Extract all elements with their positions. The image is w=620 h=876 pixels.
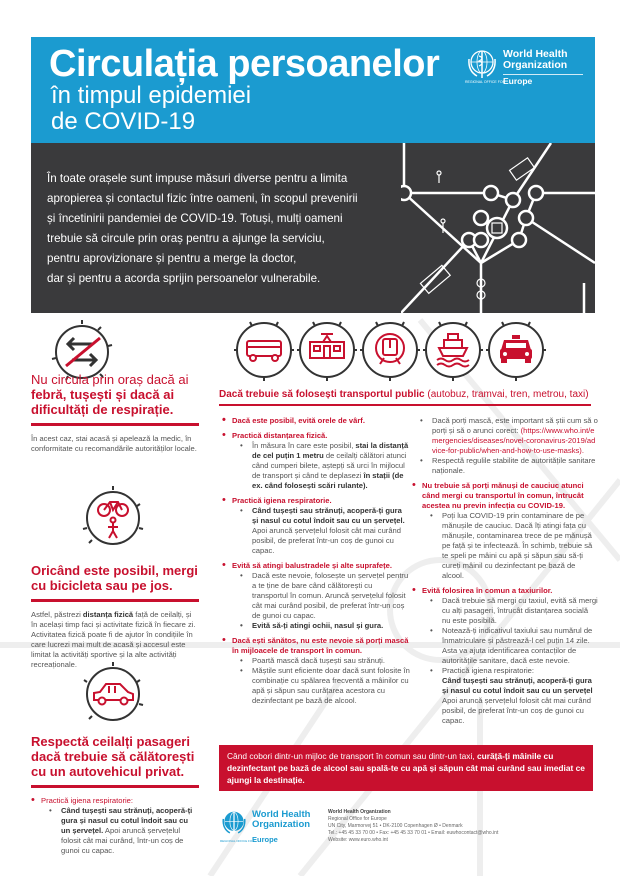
intro-line: În toate orașele sunt impuse măsuri diverse pentru a limita bbox=[47, 172, 348, 185]
sub-bold: Când tușești sau strănuți, acoperă-ți gura și nasul cu cotul îndoit sau cu un șervețel. bbox=[252, 506, 405, 525]
bullet-item bbox=[222, 431, 410, 491]
intro-line: dar și pentru a acorda sprijin persoanelor vulnerabile. bbox=[47, 272, 321, 285]
hand-hygiene-banner bbox=[219, 745, 593, 791]
banner-text: Când cobori dintr-un mijloc de transport în comun sau dintr-un taxi, bbox=[227, 751, 477, 761]
city-map-illustration bbox=[401, 143, 595, 313]
who-region: Europe bbox=[252, 835, 278, 844]
bicycle-walk-icon bbox=[80, 484, 146, 552]
sub-bullet bbox=[428, 666, 598, 726]
sub-bullet bbox=[238, 441, 410, 491]
who-emblem-icon bbox=[465, 47, 499, 81]
public-transport-heading bbox=[219, 389, 591, 400]
who-region-label: REGIONAL OFFICE FOR bbox=[220, 839, 255, 843]
sub-text: Apoi aruncă șervețelul folosit cât mai curând posibil, de preferat într-un coș de gunoi cu capac. bbox=[252, 526, 401, 555]
who-logo bbox=[465, 47, 585, 97]
bus-icon bbox=[232, 318, 296, 382]
sub-bullet: • Poartă mască dacă tușești sau strănuți. bbox=[238, 656, 410, 666]
intro-line: pentru aprovizionare și pentru a merge la doctor, bbox=[47, 252, 297, 265]
sub-bold: Când tușești sau strănuți, acoperă-ți gura și nasul cu cotul îndoit sau cu un șervețel bbox=[442, 676, 593, 695]
heading-bold: febră, tușești și dacă ai dificultăți de respirație. bbox=[31, 387, 175, 417]
sub-text: • Practică igiena respiratorie: bbox=[442, 666, 535, 675]
sub-bullet: • Notează-ți indicativul taxiului sau numărul de înmatriculare și păstrează-l cel puțin 14 zile. Asta va ajuta identificarea contacților de autoritățile sanitare, dacă este nevoie. bbox=[428, 626, 598, 666]
red-divider bbox=[31, 599, 199, 602]
sub-bold: stai la distanță de cel puțin 1 metru bbox=[252, 441, 409, 460]
mask-guidance-link[interactable]: (https://www.who.int/emergencies/diseases/novel-coronavirus-2019/advice-for-public/when-and-how-to-use-masks). bbox=[432, 426, 596, 455]
bullet-item bbox=[31, 796, 199, 856]
sub-bold: în stații (de ex. când folosești scări rulante). bbox=[252, 471, 404, 490]
bullet-item bbox=[222, 561, 410, 631]
heading-normal: Nu circula prin oraș dacă ai bbox=[31, 372, 189, 387]
left-column-3 bbox=[31, 734, 199, 856]
sub-bold: Când tușești sau strănuți, acoperă-ți gura și nasul cu cotul îndoit sau cu un șervețel. bbox=[61, 806, 193, 835]
who-region-label: REGIONAL OFFICE FOR bbox=[465, 80, 506, 84]
bullet-item bbox=[222, 636, 410, 706]
who-emblem-icon bbox=[220, 809, 248, 837]
heading-bold: Dacă trebuie să folosești transportul public bbox=[219, 389, 425, 400]
body-text: Astfel, păstrezi bbox=[31, 610, 83, 619]
section-heading bbox=[31, 563, 199, 593]
bullet-head: • Dacă ești sănătos, nu este nevoie să porți mască în mijloacele de transport în comun. bbox=[232, 636, 409, 655]
section-stay-home bbox=[31, 372, 199, 454]
section-bike-walk bbox=[31, 563, 199, 670]
sub-bullet: • Evită să-ți atingi ochii, nasul și gura. bbox=[238, 621, 410, 631]
transport-tips-right bbox=[412, 416, 598, 726]
metro-icon bbox=[358, 318, 422, 382]
bullet-head: • Nu trebuie să porți mănuși de cauciuc atunci când mergi cu transportul în comun, întrucât acestea nu previn infecția cu COVID-19. bbox=[422, 481, 584, 510]
left-column bbox=[31, 372, 199, 454]
sub-bullet: • Dacă este nevoie, folosește un șervețel pentru a te ține de bare când călătorești cu transportul în comun. Aruncă șervețelul folosit cât mai curând posibil, de preferat într-un coș de gunoi cu capac. bbox=[238, 571, 410, 621]
heading-bold: Respectă ceilalți pasageri dacă trebuie să călătorești cu un autovehicul privat. bbox=[31, 734, 195, 779]
section-heading bbox=[31, 372, 199, 417]
bullet-head: • Practică distanțarea fizică. bbox=[232, 431, 328, 440]
sub-text: În măsura în care este posibil, bbox=[252, 441, 356, 450]
intro-panel bbox=[31, 143, 595, 313]
header-banner bbox=[31, 37, 595, 143]
footer-org: World Health Organization bbox=[328, 809, 391, 815]
ship-icon bbox=[421, 318, 485, 382]
who-name-line: World Health bbox=[503, 48, 568, 60]
bullet-item: • Dacă este posibil, evită orele de vârf. bbox=[222, 416, 410, 426]
sub-bullet: • Respectă regulile stabilite de autoritățile sanitare naționale. bbox=[418, 456, 598, 476]
sub-bullet: • Poți lua COVID-19 prin contaminare de pe mănușile de cauciuc. Dacă îți atingi fața cu mănușile, contaminarea trece de pe mănușă pe față și te infectează. În schimb, trebuie să te speli pe mâini cu apă și săpun sau să-ți cureți mâinil cu dezinfectant pe bază de alcool. bbox=[428, 511, 598, 581]
transport-tips-middle bbox=[222, 416, 410, 706]
who-region: Europe bbox=[503, 76, 533, 86]
bullet-head: • Evită folosirea în comun a taxiurilor. bbox=[422, 586, 553, 595]
red-divider bbox=[31, 423, 199, 426]
sub-bullet bbox=[238, 506, 410, 556]
bullet-item bbox=[412, 481, 598, 581]
left-column-2 bbox=[31, 563, 199, 670]
sub-bullet: • Dacă trebuie să mergi cu taxiul, evită să mergi cu alți pasageri, întrucât distanțarea socială nu este posibilă. bbox=[428, 596, 598, 626]
page-subtitle bbox=[51, 83, 251, 135]
red-divider bbox=[219, 404, 591, 406]
intro-line: și încetinirii pandemiei de COVID-19. Totuși, mulți oameni bbox=[47, 212, 343, 225]
heading-normal: (autobuz, tramvai, tren, metrou, taxi) bbox=[424, 389, 589, 400]
subtitle-line: în timpul epidemiei bbox=[51, 82, 252, 109]
who-rule bbox=[503, 74, 583, 75]
footer-website[interactable]: Website: www.euro.who.int bbox=[328, 837, 388, 843]
body-text: față de ceilalți, și în același timp faci și activitate fizică în fiecare zi. Activitatea fizică poate fi de ajutor în condițiile în care lucrezi mai mult de acasă și accesul este limitat la activități sportive și la alte activități recreaționale. bbox=[31, 610, 196, 669]
who-name-line: World Health bbox=[252, 809, 311, 820]
section-body: În acest caz, stai acasă și apelează la medic, în conformitate cu recomandările autorităților locale. bbox=[31, 434, 197, 453]
bullet-head: • Evită să atingi balustradele și alte suprafețe. bbox=[232, 561, 392, 570]
section-private-car bbox=[31, 734, 199, 856]
who-name bbox=[252, 810, 310, 830]
sub-text: Dacă porți mască, este important să știi cum să o porți și să o arunci corect: bbox=[432, 416, 598, 435]
who-name-line: Organization bbox=[252, 819, 311, 830]
footer-address bbox=[328, 809, 498, 844]
bullet-item bbox=[412, 586, 598, 726]
taxi-icon bbox=[484, 318, 548, 382]
intro-line: trebuie să circule prin oraș pentru a ajunge la serviciu, bbox=[47, 232, 325, 245]
who-name-line: Organization bbox=[503, 59, 568, 71]
sub-text: Apoi aruncă șervețelul folosit cât mai curând posibil, de preferat într-un coș de gunoi cu capac. bbox=[442, 696, 591, 725]
body-bold: distanța fizică bbox=[82, 610, 134, 619]
bullet-head: • Practică igiena respiratorie. bbox=[232, 496, 332, 505]
banner-bold: curăță-ți mâinile cu dezinfectant pe bază de alcool sau spală-te cu apă și săpun cât mai curând sau imediat ce ajungi la destinație. bbox=[227, 751, 585, 785]
who-name bbox=[503, 49, 568, 71]
sub-text: de ceilalți călători atunci când cumperi bilete, aștepți să urci în mijlocul de transport și când te deplasezi bbox=[252, 451, 407, 480]
car-icon bbox=[80, 660, 146, 728]
tram-icon bbox=[295, 318, 359, 382]
intro-text bbox=[47, 169, 407, 289]
sub-bullet bbox=[418, 416, 598, 456]
footer-contact: Tel.: +45 45 33 70 00 • Fax: +45 45 33 70 01 • Email: euwhocontact@who.int bbox=[328, 830, 499, 836]
heading-bold: Oricând este posibil, mergi cu bicicleta sau pe jos. bbox=[31, 563, 198, 593]
bullet-item bbox=[222, 496, 410, 556]
red-divider bbox=[31, 785, 199, 788]
intro-line: apropierea și contactul fizic între oameni, în scopul prevenirii bbox=[47, 192, 358, 205]
section-heading bbox=[31, 734, 199, 779]
footer-address-line: UN City, Marmorvej 51 • DK-2100 Copenhagen Ø • Denmark bbox=[328, 823, 463, 829]
sub-bullet bbox=[47, 806, 199, 856]
page-title: Circulația persoanelor bbox=[49, 43, 440, 85]
footer-who-logo bbox=[220, 809, 320, 847]
sub-text: Apoi aruncă șervețelul folosit cât mai curând, într-un coș de gunoi cu capac. bbox=[61, 826, 184, 855]
section-body bbox=[31, 610, 199, 670]
footer-office: Regional Office for Europe bbox=[328, 816, 387, 822]
bullet-head: • Practică igiena respiratorie: bbox=[41, 796, 134, 805]
subtitle-line: de COVID-19 bbox=[51, 108, 196, 135]
sub-bullet: • Măștile sunt eficiente doar dacă sunt folosite în combinație cu spălarea frecventă a mâinilor cu apă și săpun sau curățarea acestora cu dezinfectant pe bază de alcool. bbox=[238, 666, 410, 706]
